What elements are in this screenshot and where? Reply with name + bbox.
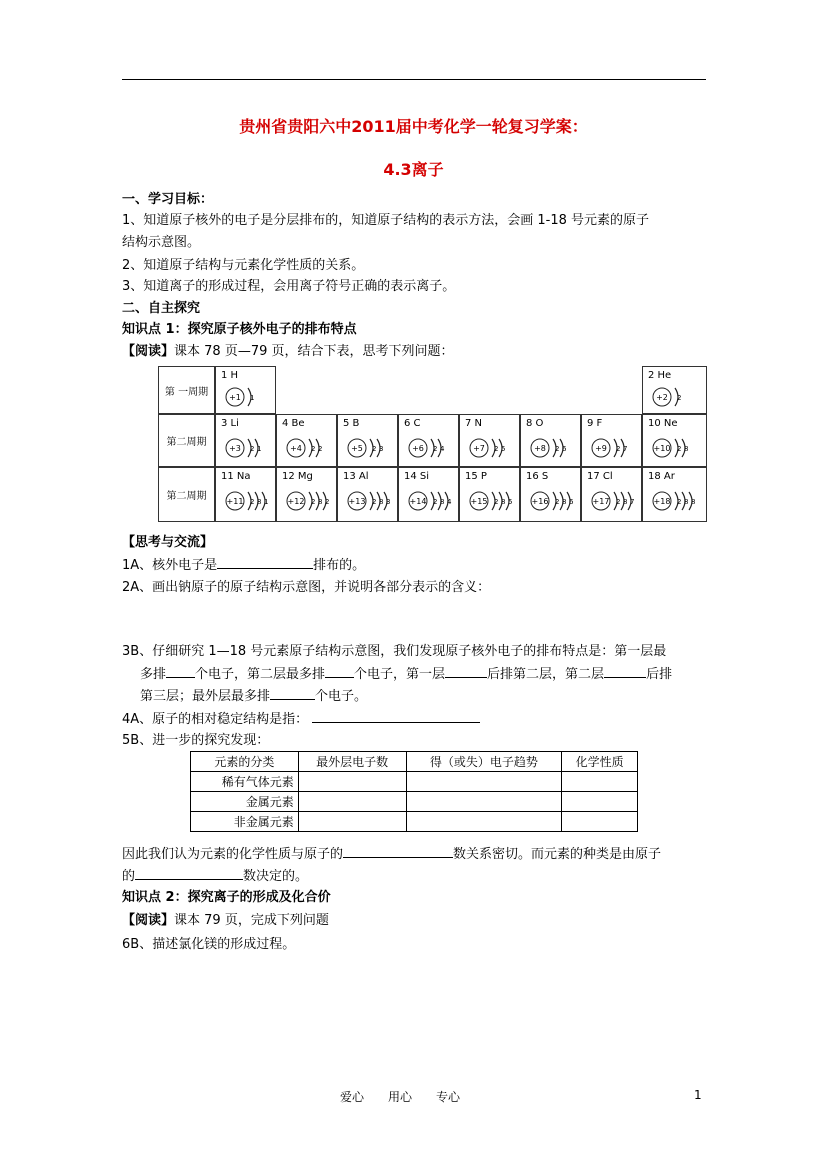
section-heading-explore: 二、自主探究 <box>122 301 201 316</box>
nucleus-charge: +5 <box>351 444 363 453</box>
nucleus-charge: +3 <box>229 444 241 453</box>
question-3-line-2 <box>140 664 672 685</box>
shell-electron-count: 3 <box>379 445 384 453</box>
atom-diagram <box>222 435 276 461</box>
q3-text: 后排第二层，第二层 <box>487 667 605 682</box>
atom-diagram <box>283 435 337 461</box>
element-label: 14 Si <box>404 471 430 482</box>
element-label: 13 Al <box>343 471 369 482</box>
table-cell[interactable] <box>298 792 406 812</box>
knowledge-point-2: 知识点 2：探究离子的形成及化合价 <box>122 890 331 905</box>
q3-text: 个电子，第一层 <box>354 667 446 682</box>
reading-tag: 【阅读】 <box>122 344 175 359</box>
shell-electron-count: 1 <box>257 445 262 453</box>
period-row-label: 第二周期 <box>158 414 215 467</box>
element-label: 11 Na <box>221 471 251 482</box>
element-cell <box>459 414 520 467</box>
shell-electron-count: 2 <box>250 498 255 506</box>
table-row <box>191 772 638 792</box>
question-3-line-3 <box>140 686 367 707</box>
atom-diagram <box>405 488 459 514</box>
shell-electron-count: 8 <box>318 498 323 506</box>
header-rule <box>122 79 706 80</box>
conclusion-text: 的 <box>122 869 136 884</box>
table-cell[interactable] <box>562 792 638 812</box>
element-label: 10 Ne <box>648 418 678 429</box>
shell-electron-count: 6 <box>569 498 574 506</box>
table-header: 化学性质 <box>562 752 638 772</box>
element-cell <box>581 414 642 467</box>
shell-electron-count: 1 <box>264 498 269 506</box>
nucleus-charge: +7 <box>473 444 485 453</box>
answer-blank[interactable] <box>135 866 243 880</box>
shell-electron-count: 8 <box>379 498 384 506</box>
atom-diagram <box>466 488 520 514</box>
shell-electron-count: 2 <box>318 445 323 453</box>
nucleus-charge: +6 <box>412 444 424 453</box>
atom-diagram <box>466 435 520 461</box>
answer-blank[interactable] <box>217 555 313 569</box>
shell-electron-count: 2 <box>677 445 682 453</box>
shell-electron-count: 2 <box>494 445 499 453</box>
atom-diagram <box>344 435 398 461</box>
answer-blank[interactable] <box>445 664 487 678</box>
conclusion-line-2 <box>122 866 308 887</box>
shell-electron-count: 2 <box>311 498 316 506</box>
atom-diagram <box>527 435 581 461</box>
question-5: 5B、进一步的探究发现： <box>122 733 270 748</box>
shell-electron-count: 2 <box>433 498 438 506</box>
shell-electron-count: 2 <box>555 498 560 506</box>
shell-electron-count: 5 <box>508 498 513 506</box>
element-cell <box>276 414 337 467</box>
nucleus-charge: +16 <box>531 497 549 506</box>
shell-electron-count: 3 <box>386 498 391 506</box>
shell-electron-count: 2 <box>433 445 438 453</box>
shell-electron-count: 5 <box>501 445 506 453</box>
nucleus-charge: +1 <box>229 393 241 402</box>
element-label: 2 He <box>648 370 672 381</box>
answer-blank[interactable] <box>166 664 195 678</box>
element-label: 15 P <box>465 471 487 482</box>
shell-electron-count: 7 <box>630 498 635 506</box>
question-3-line-1: 3B、仔细研究 1—18 号元素原子结构示意图，我们发现原子核外电子的排布特点是：第一层最 <box>122 644 667 659</box>
conclusion-text: 数决定的。 <box>243 869 309 884</box>
element-cell <box>642 467 707 522</box>
page-number: 1 <box>694 1088 702 1102</box>
atom-diagram <box>649 435 703 461</box>
element-cell <box>215 414 276 467</box>
atom-diagram <box>222 488 276 514</box>
answer-blank[interactable] <box>325 664 354 678</box>
element-label: 16 S <box>526 471 549 482</box>
element-cell <box>581 467 642 522</box>
goal-1-line-2: 结构示意图。 <box>122 235 201 250</box>
q3-text: 后排 <box>646 667 673 682</box>
element-cell <box>520 467 581 522</box>
shell-electron-count: 8 <box>691 498 696 506</box>
shell-electron-count: 8 <box>501 498 506 506</box>
nucleus-charge: +13 <box>348 497 366 506</box>
nucleus-charge: +12 <box>287 497 305 506</box>
element-label: 18 Ar <box>648 471 675 482</box>
atom-diagram <box>588 488 642 514</box>
shell-electron-count: 8 <box>623 498 628 506</box>
element-cell <box>215 366 276 414</box>
answer-blank[interactable] <box>312 709 480 723</box>
shell-electron-count: 8 <box>440 498 445 506</box>
nucleus-charge: +2 <box>656 393 668 402</box>
reading-2 <box>122 911 329 931</box>
goal-3: 3、知道离子的形成过程，会用离子符号正确的表示离子。 <box>122 279 456 294</box>
element-label: 12 Mg <box>282 471 313 482</box>
conclusion-text: 因此我们认为元素的化学性质与原子的 <box>122 847 344 862</box>
answer-blank[interactable] <box>604 664 646 678</box>
element-label: 17 Cl <box>587 471 613 482</box>
shell-electron-count: 2 <box>250 445 255 453</box>
shell-electron-count: 2 <box>494 498 499 506</box>
element-label: 8 O <box>526 418 544 429</box>
shell-electron-count: 1 <box>250 394 255 402</box>
answer-blank[interactable] <box>270 686 315 700</box>
shell-electron-count: 4 <box>440 445 445 453</box>
element-cell <box>398 467 459 522</box>
reading-text: 课本 78 页—79 页，结合下表，思考下列问题： <box>174 344 454 359</box>
element-label: 9 F <box>587 418 603 429</box>
q3-text: 个电子，第二层最多排 <box>195 667 326 682</box>
shell-electron-count: 2 <box>616 498 621 506</box>
nucleus-charge: +4 <box>290 444 302 453</box>
shell-electron-count: 2 <box>311 445 316 453</box>
think-heading: 【思考与交流】 <box>122 535 214 550</box>
nucleus-charge: +15 <box>470 497 488 506</box>
element-cell <box>398 414 459 467</box>
shell-electron-count: 2 <box>372 498 377 506</box>
atom-diagram <box>283 488 337 514</box>
question-1-suffix: 排布的。 <box>313 558 366 573</box>
element-label: 4 Be <box>282 418 305 429</box>
shell-electron-count: 2 <box>677 394 682 402</box>
table-header-row <box>191 752 638 772</box>
element-cell <box>459 467 520 522</box>
row-label: 稀有气体元素 <box>191 772 299 792</box>
table-row <box>191 812 638 832</box>
reading-tag: 【阅读】 <box>122 913 175 928</box>
shell-electron-count: 7 <box>623 445 628 453</box>
atom-diagram <box>649 488 703 514</box>
shell-electron-count: 8 <box>684 445 689 453</box>
classification-table <box>190 751 638 832</box>
atom-diagram <box>344 488 398 514</box>
table-header: 元素的分类 <box>191 752 299 772</box>
shell-electron-count: 8 <box>562 498 567 506</box>
nucleus-charge: +9 <box>595 444 607 453</box>
element-label: 5 B <box>343 418 360 429</box>
shell-electron-count: 2 <box>372 445 377 453</box>
element-cell <box>215 467 276 522</box>
table-cell[interactable] <box>562 812 638 832</box>
element-cell <box>520 414 581 467</box>
element-cell <box>276 467 337 522</box>
footer-motto: 爱心 用心 专心 <box>340 1090 461 1104</box>
nucleus-charge: +14 <box>409 497 427 506</box>
shell-electron-count: 2 <box>677 498 682 506</box>
q3-text: 第三层；最外层最多排 <box>140 689 271 704</box>
shell-electron-count: 2 <box>616 445 621 453</box>
period-row-label: 第二周期 <box>158 467 215 522</box>
atom-diagram <box>588 435 642 461</box>
element-cell <box>337 414 398 467</box>
question-1-prefix: 1A、核外电子是 <box>122 558 218 573</box>
nucleus-charge: +10 <box>653 444 671 453</box>
table-cell[interactable] <box>298 772 406 792</box>
goal-1-line-1: 1、知道原子核外的电子是分层排布的，知道原子结构的表示方法，会画 1-18 号元素的原子 <box>122 213 650 228</box>
question-2: 2A、画出钠原子的原子结构示意图，并说明各部分表示的含义： <box>122 580 491 595</box>
table-cell[interactable] <box>406 812 562 832</box>
question-6: 6B、描述氯化镁的形成过程。 <box>122 937 296 952</box>
reading-1 <box>122 342 454 362</box>
shell-electron-count: 8 <box>684 498 689 506</box>
goal-2: 2、知道原子结构与元素化学性质的关系。 <box>122 258 365 273</box>
nucleus-charge: +11 <box>226 497 244 506</box>
question-4-text: 4A、原子的相对稳定结构是指： <box>122 712 309 727</box>
section-heading-goals: 一、学习目标： <box>122 192 214 207</box>
element-label: 6 C <box>404 418 421 429</box>
table-header: 最外层电子数 <box>298 752 406 772</box>
element-cell <box>337 467 398 522</box>
table-cell[interactable] <box>562 772 638 792</box>
row-label: 金属元素 <box>191 792 299 812</box>
shell-electron-count: 2 <box>325 498 330 506</box>
element-cell <box>642 366 707 414</box>
table-cell[interactable] <box>298 812 406 832</box>
conclusion-text: 数关系密切。而元素的种类是由原子 <box>453 847 662 862</box>
element-label: 3 Li <box>221 418 239 429</box>
conclusion-line-1 <box>122 844 661 865</box>
question-1 <box>122 555 365 576</box>
table-row <box>191 792 638 812</box>
shell-electron-count: 4 <box>447 498 452 506</box>
atom-diagram <box>222 384 276 410</box>
table-cell[interactable] <box>406 772 562 792</box>
reading-text: 课本 79 页，完成下列问题 <box>174 913 329 928</box>
atom-diagram <box>405 435 459 461</box>
nucleus-charge: +17 <box>592 497 610 506</box>
element-cell <box>642 414 707 467</box>
page-subtitle: 4.3离子 <box>383 160 444 179</box>
atomic-structure-figure <box>158 366 705 522</box>
q3-text: 个电子。 <box>315 689 368 704</box>
element-label: 1 H <box>221 370 239 381</box>
page-title: 贵州省贵阳六中2011届中考化学一轮复习学案： <box>239 117 588 136</box>
shell-electron-count: 6 <box>562 445 567 453</box>
knowledge-point-1: 知识点 1：探究原子核外电子的排布特点 <box>122 322 357 337</box>
shell-electron-count: 2 <box>555 445 560 453</box>
answer-blank[interactable] <box>343 844 453 858</box>
atom-diagram <box>527 488 581 514</box>
q3-text: 多排 <box>140 667 167 682</box>
period-row-label: 第 一周期 <box>158 366 215 414</box>
question-4 <box>122 709 480 730</box>
atom-diagram <box>649 384 703 410</box>
nucleus-charge: +18 <box>653 497 671 506</box>
nucleus-charge: +8 <box>534 444 546 453</box>
shell-electron-count: 8 <box>257 498 262 506</box>
element-label: 7 N <box>465 418 483 429</box>
row-label: 非金属元素 <box>191 812 299 832</box>
table-header: 得（或失）电子趋势 <box>406 752 562 772</box>
table-cell[interactable] <box>406 792 562 812</box>
